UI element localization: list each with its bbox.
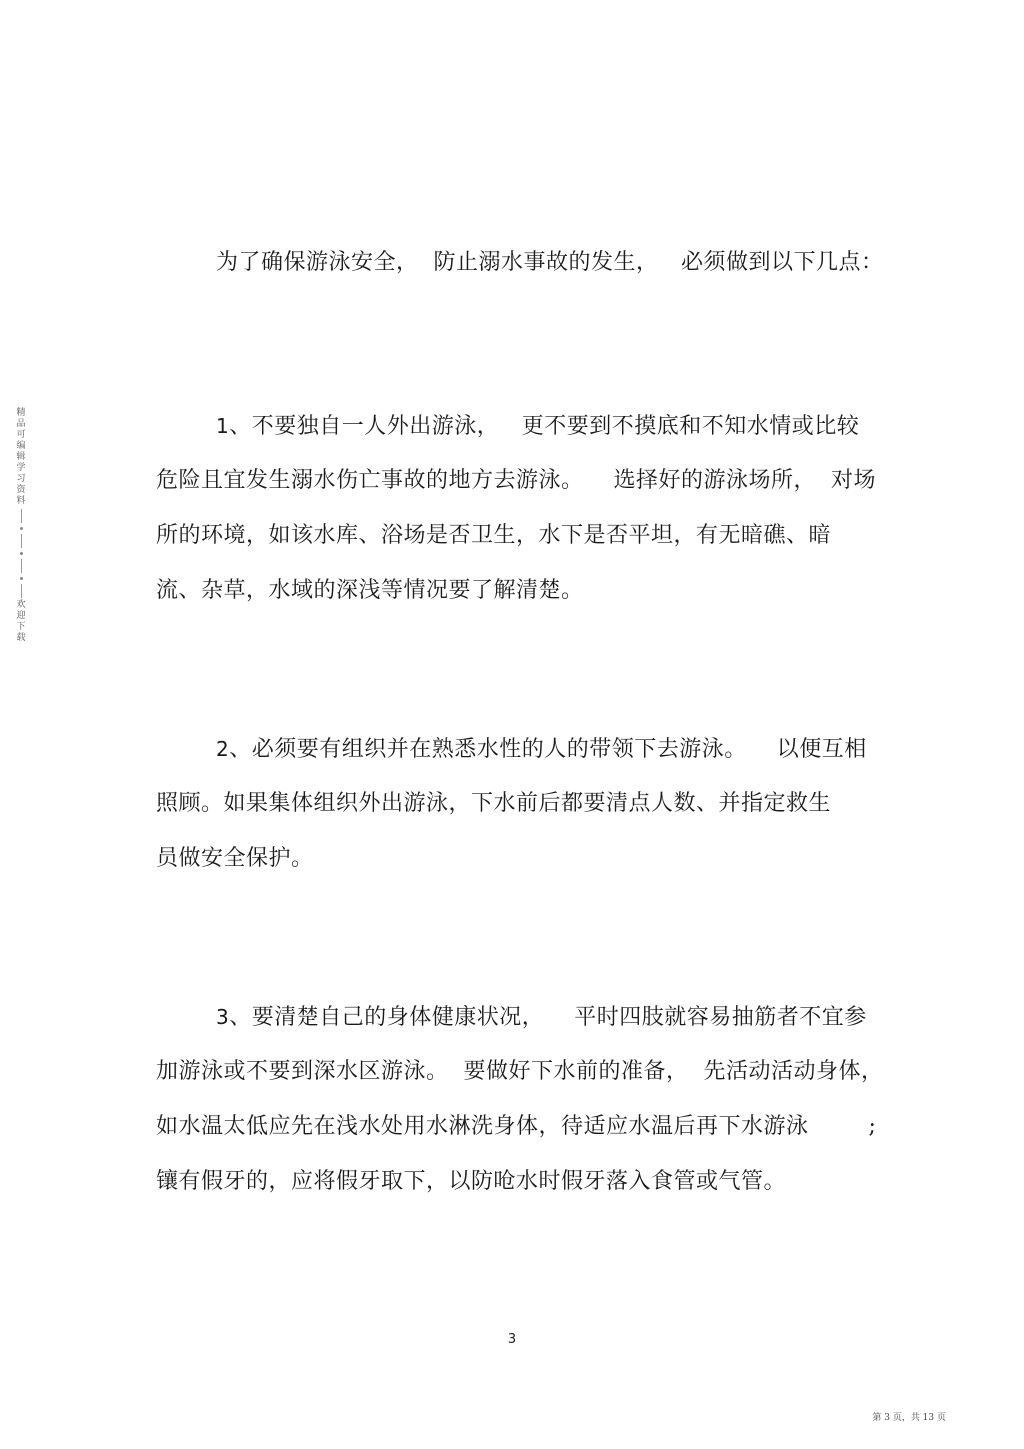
side-dot <box>20 577 23 580</box>
paragraph-1 <box>156 411 876 631</box>
side-dot <box>20 552 23 555</box>
paragraph-3 <box>156 1002 884 1222</box>
paragraph-line: 如水温太低应先在浅水处用水淋洗身体，待适应水温后再下水游泳 ; <box>156 1114 877 1139</box>
line-text: 、必须要有组织并在熟悉水性的人的带领下去游泳。 以便互相 <box>229 737 867 762</box>
page-footer: 第 3 页，共 13 页 <box>872 1413 946 1423</box>
side-divider <box>21 584 22 598</box>
side-dot <box>20 527 23 530</box>
paragraph-line: 照顾。如果集体组织外出游泳，下水前后都要清点人数、并指定救生 <box>156 791 832 816</box>
side-divider <box>21 534 22 548</box>
paragraph-line: 危险且宜发生溺水伤亡事故的地方去游泳。 选择好的游泳场所， 对场 <box>156 468 876 493</box>
paragraph-line: 所的环境，如该水库、浴场是否卫生，水下是否平坦，有无暗礁、暗 <box>156 523 832 548</box>
paragraph-line <box>156 734 876 789</box>
line-text: 、不要独自一人外出游泳， 更不要到不摸底和不知水情或比较 <box>229 414 860 439</box>
line-text: 、要清楚自己的身体健康状况， 平时四肢就容易抽筋者不宜参 <box>229 1005 867 1030</box>
paragraph-line: 加游泳或不要到深水区游泳。 要做好下水前的准备， 先活动活动身体， <box>156 1059 884 1084</box>
paragraph-line: 流、杂草，水域的深浅等情况要了解清楚。 <box>156 578 584 603</box>
side-watermark-bottom: 欢迎下载 <box>16 600 26 643</box>
item-number: 3 <box>216 1005 230 1029</box>
side-divider <box>21 509 22 523</box>
paragraph-line <box>156 1002 876 1057</box>
intro-paragraph: 为了确保游泳安全， 防止溺水事故的发生， 必须做到以下几点： <box>216 250 884 275</box>
paragraph-line: 员做安全保护。 <box>156 846 314 871</box>
paragraph-line <box>156 411 876 466</box>
item-number: 1 <box>216 414 230 438</box>
side-watermark-top: 精品可编辑学习资料 <box>16 408 26 506</box>
side-watermark <box>14 408 28 644</box>
side-divider <box>21 559 22 573</box>
page-number: 3 <box>507 1332 517 1347</box>
paragraph-line: 镶有假牙的，应将假牙取下，以防呛水时假牙落入食管或气管。 <box>156 1169 787 1194</box>
item-number: 2 <box>216 737 230 761</box>
paragraph-2 <box>156 734 876 899</box>
